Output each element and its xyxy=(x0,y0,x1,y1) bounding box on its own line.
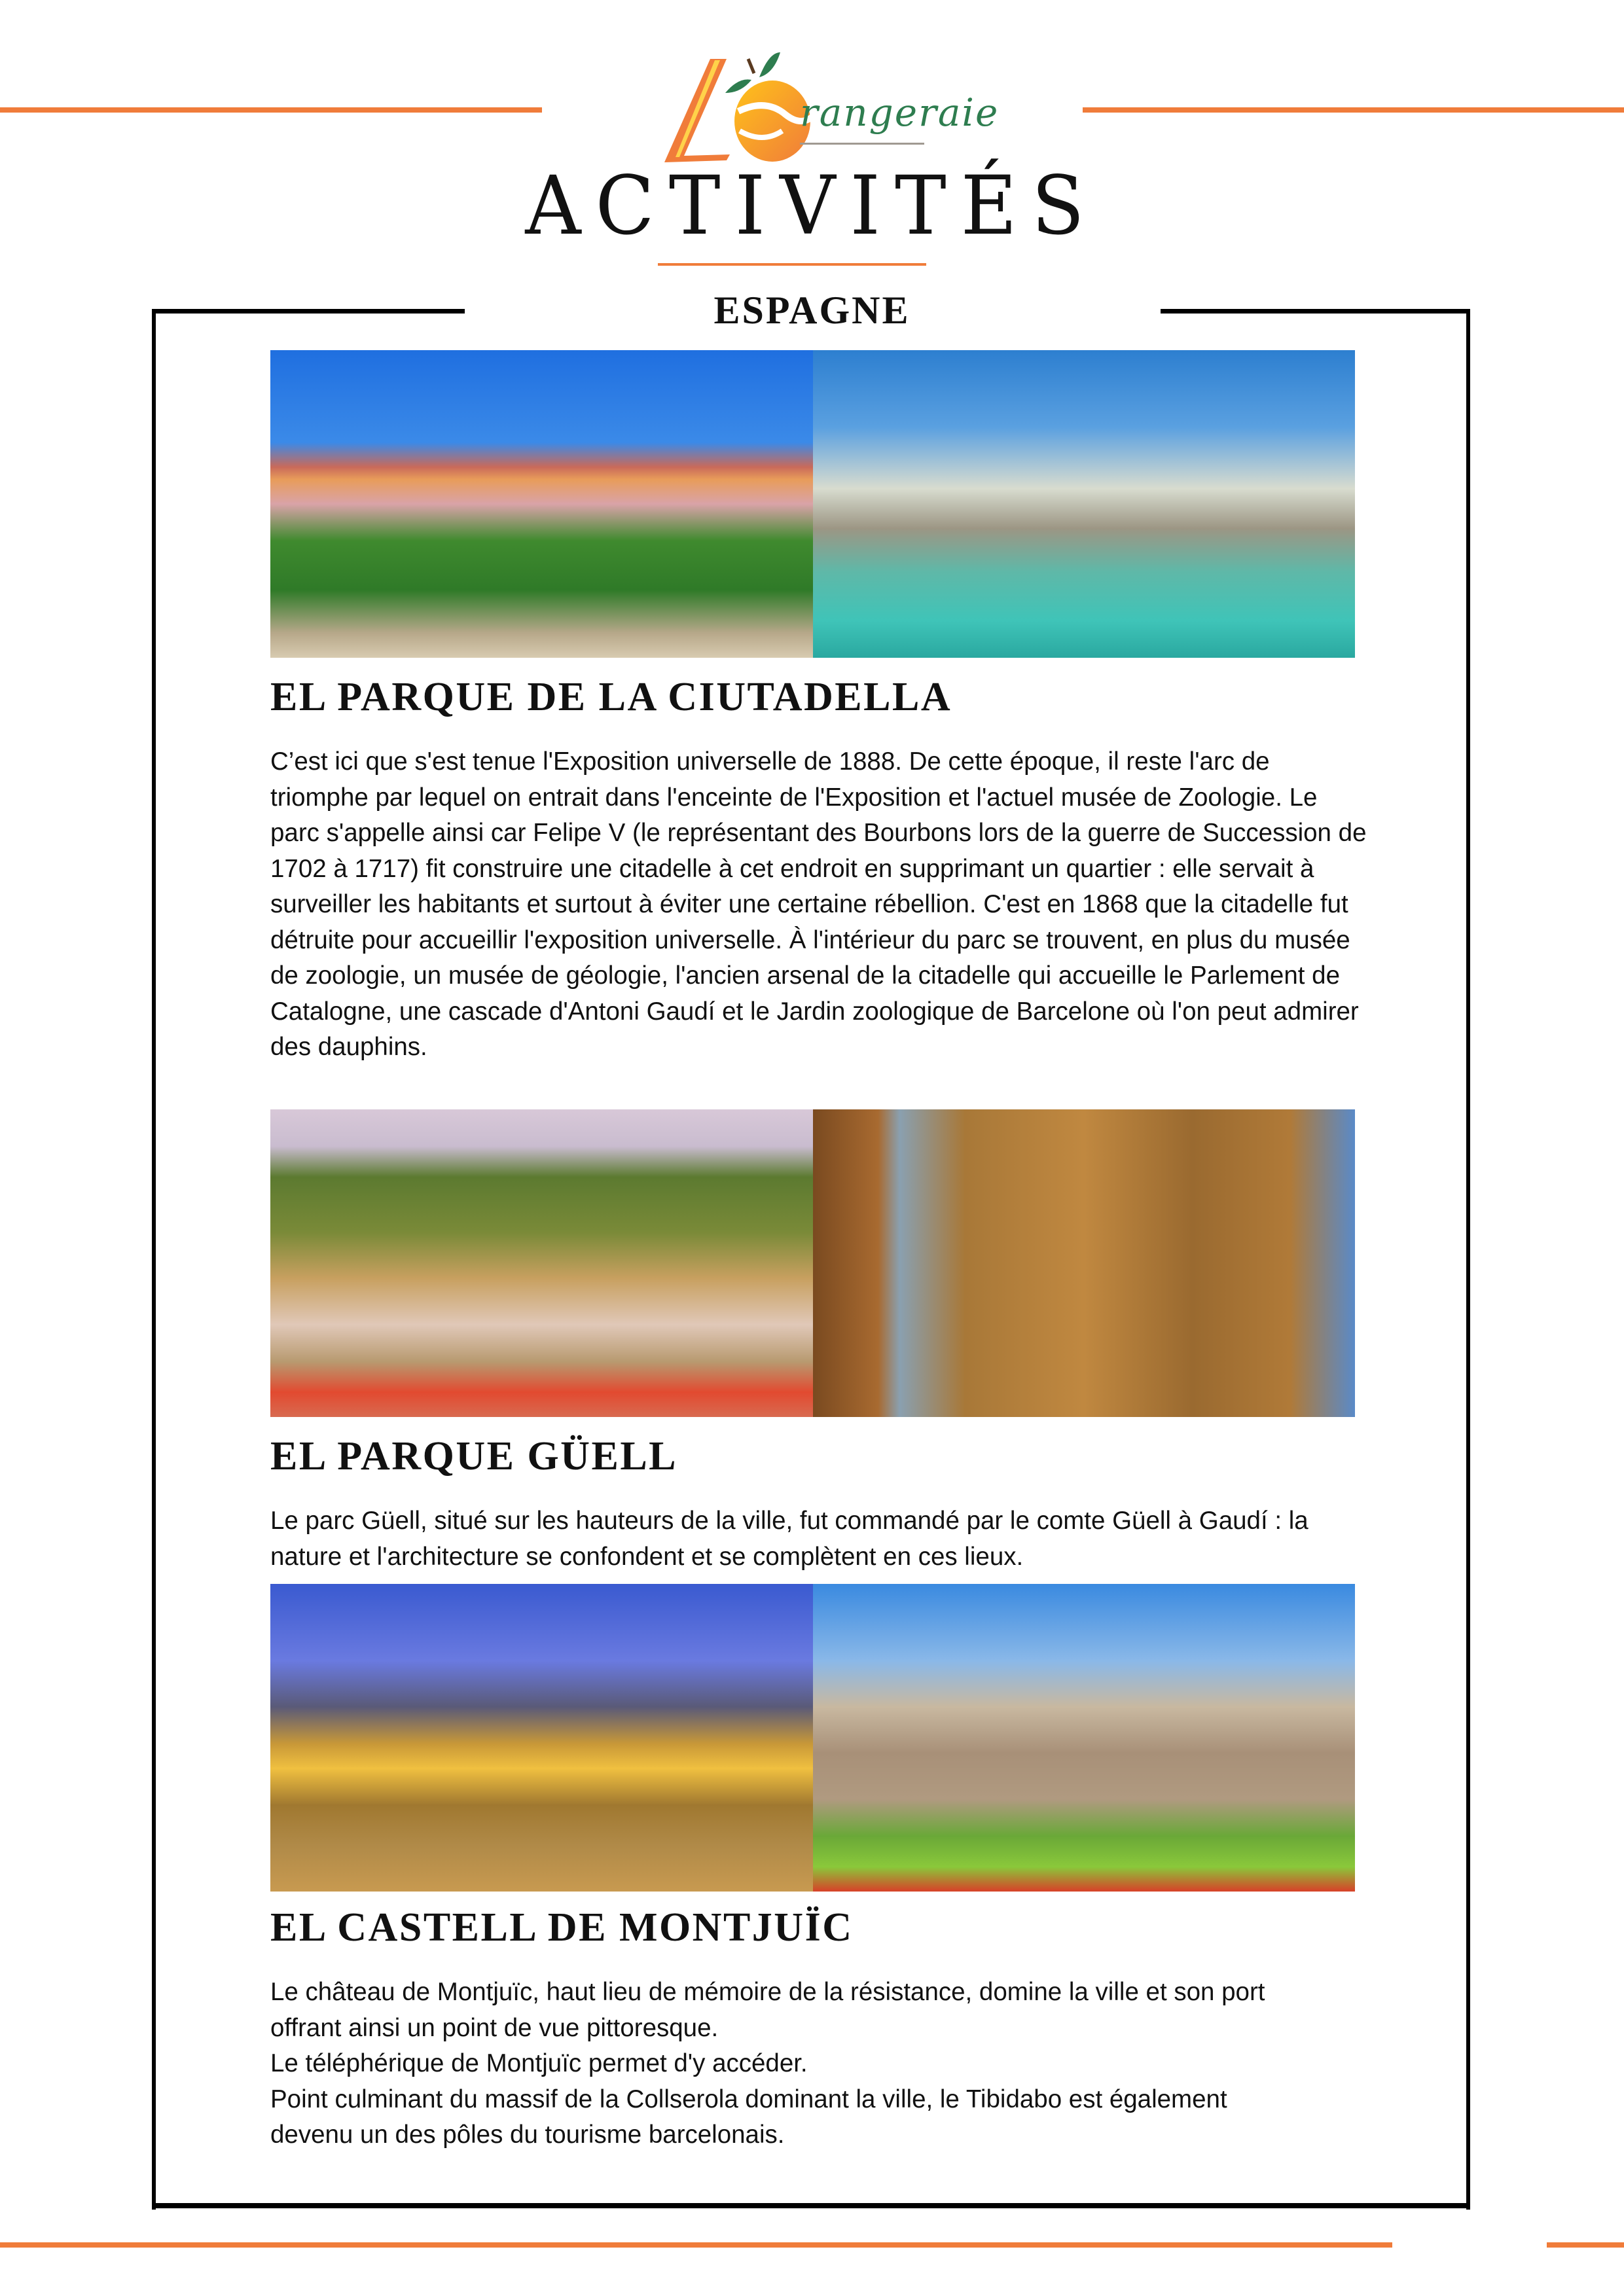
section-text-guell xyxy=(270,1503,1370,1575)
frame-right xyxy=(1466,309,1470,2210)
photo-palau-nacional xyxy=(270,1584,813,1892)
logo-underline xyxy=(800,143,924,145)
paragraph: Le téléphérique de Montjuïc permet d'y accéder. xyxy=(270,2049,808,2077)
photo-montjuic-castle xyxy=(813,1584,1356,1892)
section-title-montjuic: EL CASTELL DE MONTJUÏC xyxy=(270,1905,854,1950)
photo-cascada xyxy=(813,350,1356,658)
photo-row-guell xyxy=(270,1109,1355,1417)
top-left-orange-rule xyxy=(0,107,542,113)
section-text-ciutadella xyxy=(270,744,1370,1066)
paragraph: Le parc Güell, situé sur les hauteurs de la ville, fut commandé par le comte Güell à Gaudí : la nature et l'architecture se confondent et se complètent en ces lieux. xyxy=(270,1507,1308,1571)
page-title: ACTIVITÉS xyxy=(525,158,1099,253)
photo-parlament xyxy=(270,350,813,658)
paragraph: Le château de Montjuïc, haut lieu de mémoire de la résistance, domine la ville et son port offrant ainsi un point de vue pittoresque. xyxy=(270,1978,1265,2042)
bottom-right-orange-rule xyxy=(1547,2242,1624,2248)
photo-row-ciutadella xyxy=(270,350,1355,658)
brand-logo xyxy=(628,33,1000,164)
section-title-ciutadella: EL PARQUE DE LA CIUTADELLA xyxy=(270,675,952,719)
section-text-montjuic xyxy=(270,1975,1370,2153)
top-right-orange-rule xyxy=(1083,107,1624,113)
paragraph: C’est ici que s'est tenue l'Exposition universelle de 1888. De cette époque, il reste l'arc de triomphe par lequel on entrait dans l'enceinte de l'Exposition et l'actuel musée de Zoologie. Le parc s'appelle ainsi car Felipe V (le représentant des Bourbons lors de la guerre de Succession de 1702 à 1717) fit construire une citadelle à cet endroit en supprimant un quartier : elle servait à surveiller les habitants et surtout à éviter une certaine rébellion. C'est en 1868 que la citadelle fut détruite pour accueillir l'exposition universelle. À l'intérieur du parc se trouvent, en plus du musée de zoologie, un musée de géologie, l'ancien arsenal de la citadelle qui accueille le Parlement de Catalogne, une cascade d'Antoni Gaudí et le Jardin zoologique de Barcelone où l'on peut admirer des dauphins. xyxy=(270,747,1367,1061)
photo-guell-aerial xyxy=(270,1109,813,1417)
logo-wordmark: rangeraie xyxy=(800,90,1000,135)
section-title-guell: EL PARQUE GÜELL xyxy=(270,1434,678,1479)
paragraph: Point culminant du massif de la Collserola dominant la ville, le Tibidabo est également devenu un des pôles du tourisme barcelonais. xyxy=(270,2085,1227,2149)
bottom-left-orange-rule xyxy=(0,2242,1392,2248)
frame-left xyxy=(152,309,156,2210)
country-heading: ESPAGNE xyxy=(713,289,911,332)
title-underline xyxy=(658,263,926,266)
frame-bottom xyxy=(152,2203,1470,2208)
photo-guell-colonnade xyxy=(813,1109,1356,1417)
photo-row-montjuic xyxy=(270,1584,1355,1892)
